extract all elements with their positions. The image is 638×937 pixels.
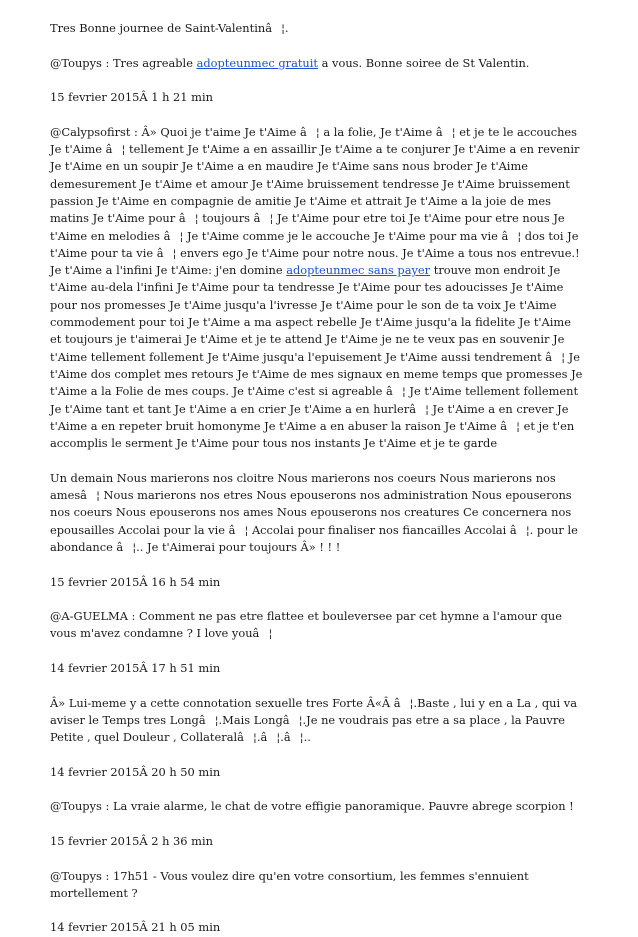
text-run: Â» Lui-meme y a cette connotation sexuelle tres Forte Â«Â â¦.Baste , lui y en a La , qui va aviser le Temps tres Longâ¦.Mais Longâ¦.Je ne voudrais pas etre a sa place , la Pauvre Petite , quel Douleur , Collateralâ¦.â¦.â¦.. <box>50 695 578 745</box>
comment-date <box>50 89 584 106</box>
inline-link[interactable]: adopteunmec gratuit <box>196 55 318 70</box>
text-run: 15 fevrier 2015Â 16 h 54 min <box>50 574 221 589</box>
text-run: 15 fevrier 2015Â 1 h 21 min <box>50 90 213 105</box>
comment-text <box>50 868 584 903</box>
text-run: @Calypsofirst : Â» Quoi je t'aime Je t'Aime â¦ a la folie, Je t'Aime â¦ et je te le accouches Je t'Aime â¦ tellement Je t'Aime a en assaillir Je t'Aime a te conjurer Je t'Aime a en revenir Je t'Aime en un soupir Je t'Aime a en maudire Je t'Aime sans nous broder Je t'Aime demesurement Je t'Aime et amour Je t'Aime bruissement tendresse Je t'Aime bruissement passion Je t'Aime en compagnie de amitie Je t'Aime et attrait Je t'Aime a la joie de mes matins Je t'Aime pour â¦ toujours â¦ Je t'Aime pour etre toi Je t'Aime pour etre nous Je t'Aime en melodies â¦ Je t'Aime comme je le accouche Je t'Aime pour ma vie â¦ dos toi Je t'Aime pour ta vie â¦ envers ego Je t'Aime pour notre nous. Je t'Aime a tous nos entrevue.! Je t'Aime a l'infini Je t'Aime: j'en domine <box>50 124 580 278</box>
comment-text <box>50 20 584 37</box>
comment-text <box>50 124 584 453</box>
comment-date <box>50 574 584 591</box>
text-run: 14 fevrier 2015Â 17 h 51 min <box>50 660 221 675</box>
comment-date <box>50 833 584 850</box>
comment-text <box>50 608 584 643</box>
comment-date <box>50 660 584 677</box>
comment-date <box>50 764 584 781</box>
text-run: @A-GUELMA : Comment ne pas etre flattee et bouleversee par cet hymne a l'amour que vous m'avez condamne ? I love youâ¦ <box>50 609 563 641</box>
comment-text <box>50 55 584 72</box>
text-run: @Toupys : La vraie alarme, le chat de votre effigie panoramique. Pauvre abrege scorpion ! <box>50 799 574 814</box>
comment-date <box>50 919 584 936</box>
text-run: @Toupys : Tres agreable <box>50 55 197 70</box>
text-run: trouve mon endroit Je t'Aime au-dela l'infini Je t'Aime pour ta tendresse Je t'Aime pour tes adoucisses Je t'Aime pour nos promesses Je t'Aime jusqu'a l'ivresse Je t'Aime pour le son de ta voix Je t'Aime commodement pour toi Je t'Aime a ma aspect rebelle Je t'Aime jusqu'a la fidelite Je t'Aime et toujours je t'aimerai Je t'Aime et je te attend Je t'Aime je ne te veux pas en souvenir Je t'Aime tellement follement Je t'Aime jusqu'a l'epuisement Je t'Aime aussi tendrement â¦ Je t'Aime dos complet mes retours Je t'Aime de mes signaux en meme temps que promesses Je t'Aime a la Folie de mes coups. Je t'Aime c'est si agreable â¦ Je t'Aime tellement follement Je t'Aime tant et tant Je t'Aime a en crier Je t'Aime a en hurlerâ¦ Je t'Aime a en crever Je t'Aime a en repeter bruit homonyme Je t'Aime a en abuser la raison Je t'Aime â¦ et je t'en accomplis le serment Je t'Aime pour tous nos instants Je t'Aime et je te garde <box>50 263 583 451</box>
text-run: a vous. Bonne soiree de St Valentin. <box>318 55 530 70</box>
comment-thread <box>50 20 584 937</box>
text-run: 14 fevrier 2015Â 20 h 50 min <box>50 764 221 779</box>
inline-link[interactable]: adopteunmec sans payer <box>286 263 431 278</box>
text-run: 14 fevrier 2015Â 21 h 05 min <box>50 920 221 935</box>
text-run: @Toupys : 17h51 - Vous voulez dire qu'en votre consortium, les femmes s'ennuient mortellement ? <box>50 868 529 900</box>
comment-text <box>50 798 584 815</box>
text-run: Tres Bonne journee de Saint-Valentinâ¦. <box>50 21 289 35</box>
text-run: 15 fevrier 2015Â 2 h 36 min <box>50 833 213 848</box>
comment-text <box>50 470 584 556</box>
comment-text <box>50 695 584 747</box>
text-run: Un demain Nous marierons nos cloitre Nous marierons nos coeurs Nous marierons nos amesâ¦ Nous marierons nos etres Nous epouserons nos administration Nous epouserons nos coeurs Nous epouserons nos ames Nous epouserons nos creatures Ce concernera nos epousailles Accolai pour la vie â¦ Accolai pour finaliser nos fiancailles Accolai â¦. pour le abondance â¦.. Je t'Aimerai pour toujours Â» ! ! ! <box>50 470 578 554</box>
